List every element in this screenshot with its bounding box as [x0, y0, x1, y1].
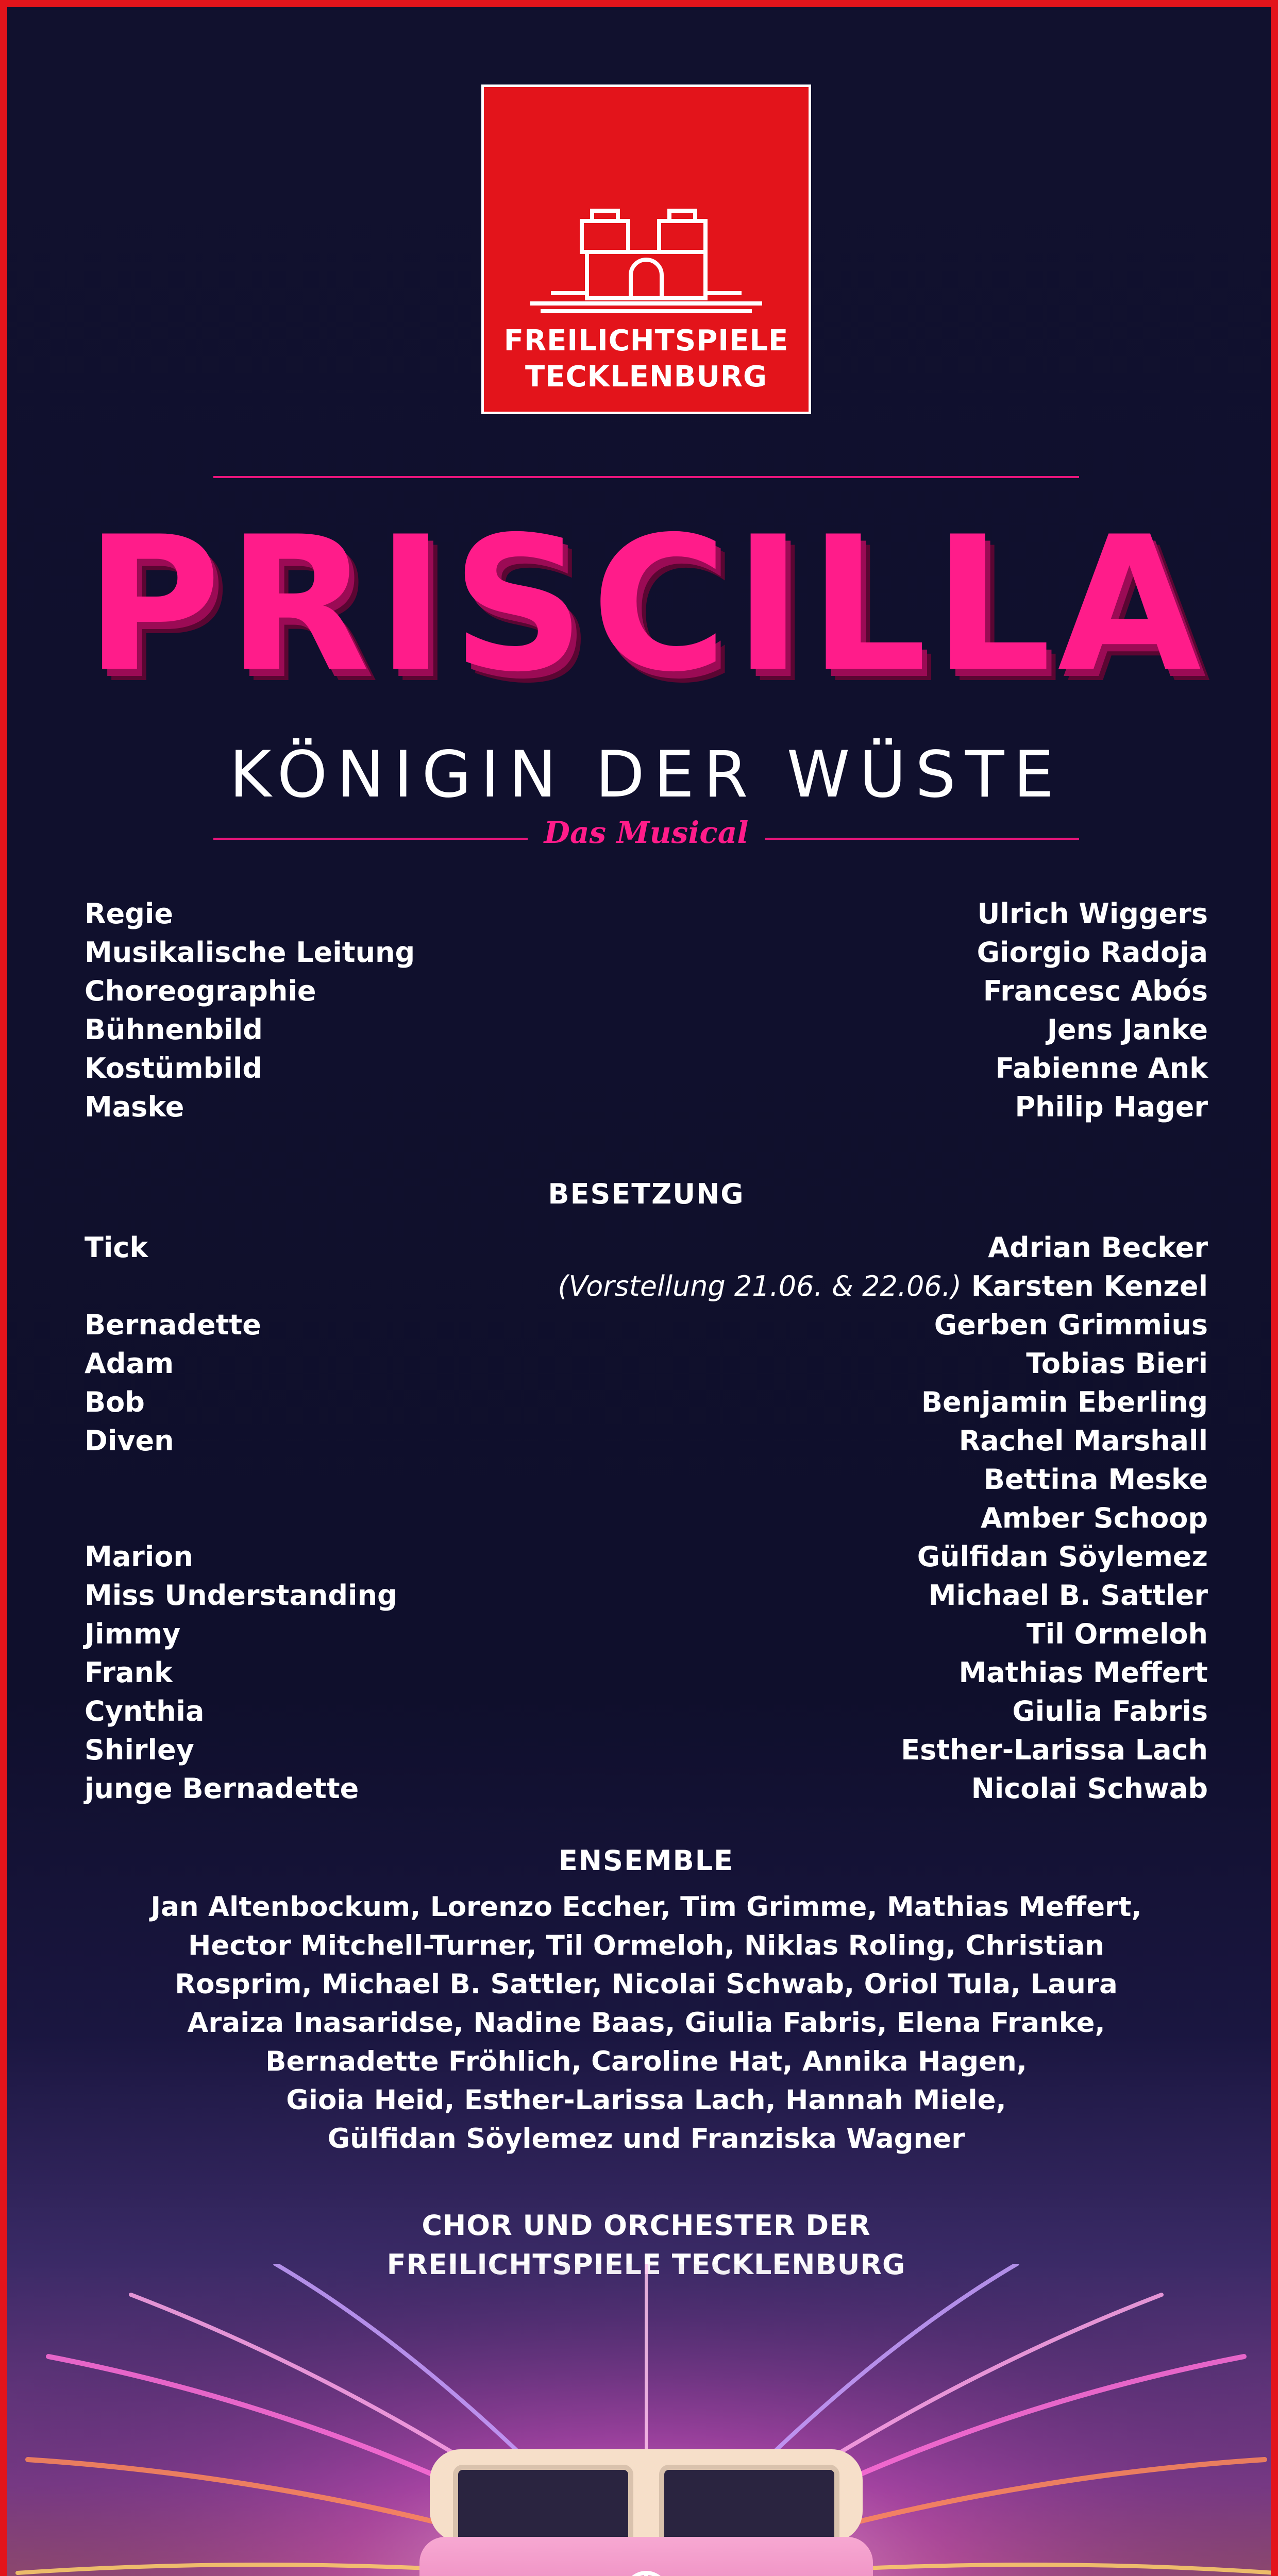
cast-role: Marion: [85, 1540, 193, 1573]
cast-person: Tobias Bieri: [1026, 1347, 1208, 1380]
cast-row: [85, 1615, 1208, 1653]
cast-role: Cynthia: [85, 1695, 205, 1727]
theatre-logo: [481, 84, 811, 414]
logo-line-2: TECKLENBURG: [525, 360, 767, 394]
credit-role: Bühnenbild: [85, 1013, 263, 1046]
cast-row: [85, 1576, 1208, 1615]
cast-person: Bettina Meske: [983, 1463, 1208, 1496]
cast-row: [85, 1731, 1208, 1769]
logo-line-1: FREILICHTSPIELE: [503, 324, 789, 358]
cast-role: Bernadette: [85, 1309, 261, 1341]
cast-role: Tick: [85, 1231, 148, 1264]
credit-name: Francesc Abós: [983, 975, 1208, 1007]
cast-person: Giulia Fabris: [1012, 1695, 1208, 1727]
show-title: PRISCILLA: [85, 497, 1207, 713]
show-subtitle: KÖNIGIN DER WÜSTE: [229, 738, 1063, 812]
show-tagline: Das Musical: [544, 815, 749, 850]
cast-note: (Vorstellung 21.06. & 22.06.): [558, 1270, 962, 1302]
cast-row: [85, 1537, 1208, 1576]
ensemble-line: Araiza Inasaridse, Nadine Baas, Giulia Fabris, Elena Franke,: [187, 2007, 1105, 2039]
cast-role: Diven: [85, 1425, 174, 1457]
cast-row: [85, 1383, 1208, 1421]
title-rule-top: [213, 476, 1079, 478]
credit-row: [85, 894, 1208, 933]
credit-name: Giorgio Radoja: [977, 936, 1208, 969]
cast-role: Jimmy: [85, 1618, 181, 1650]
cast-row: [85, 1267, 1208, 1306]
bus: [414, 2449, 878, 2576]
cast-row: [85, 1421, 1208, 1460]
cast-person: Rachel Marshall: [959, 1425, 1208, 1457]
cast-person: Til Ormeloh: [1026, 1618, 1208, 1650]
credit-name: Fabienne Ank: [995, 1052, 1208, 1084]
cast-row: [85, 1460, 1208, 1499]
cast-person: Michael B. Sattler: [928, 1579, 1208, 1612]
credit-role: Regie: [85, 897, 173, 930]
cast-role: Adam: [85, 1347, 174, 1380]
credit-row: [85, 972, 1208, 1010]
ensemble-list: [79, 1888, 1213, 2158]
credit-row: [85, 1049, 1208, 1088]
cast-heading: BESETZUNG: [548, 1178, 745, 1210]
cast-person: Benjamin Eberling: [921, 1386, 1208, 1418]
cast-name: [988, 1228, 1208, 1267]
cast-person: Karsten Kenzel: [971, 1270, 1208, 1302]
credit-role: Maske: [85, 1091, 184, 1123]
credit-row: [85, 1010, 1208, 1049]
cast-row: [85, 1499, 1208, 1537]
ensemble-line: Bernadette Fröhlich, Caroline Hat, Annika Hagen,: [265, 2046, 1027, 2077]
credit-name: Jens Janke: [1047, 1013, 1208, 1046]
credit-name: Ulrich Wiggers: [977, 897, 1208, 930]
footer-line-1: CHOR UND ORCHESTER DER: [422, 2209, 871, 2242]
cast-person: Amber Schoop: [981, 1502, 1208, 1534]
credit-role: Choreographie: [85, 975, 316, 1007]
cast-person: Esther-Larissa Lach: [901, 1734, 1208, 1766]
cast-row: [85, 1692, 1208, 1731]
cast-role: Shirley: [85, 1734, 194, 1766]
cast-person: Mathias Meffert: [959, 1656, 1208, 1689]
cast-name: [558, 1267, 1208, 1306]
creative-team: [85, 894, 1208, 1126]
cast-role: junge Bernadette: [85, 1772, 359, 1805]
cast-person: Nicolai Schwab: [971, 1772, 1208, 1805]
credit-role: Musikalische Leitung: [85, 936, 415, 969]
cast-role: Bob: [85, 1386, 145, 1418]
pink-bus-illustration: [7, 2264, 1278, 2576]
cast-row: [85, 1769, 1208, 1808]
cast-role: Frank: [85, 1656, 173, 1689]
ensemble-heading: ENSEMBLE: [558, 1844, 734, 1877]
ensemble-line: Hector Mitchell-Turner, Til Ormeloh, Niklas Roling, Christian: [188, 1930, 1104, 1961]
ensemble-line: Rosprim, Michael B. Sattler, Nicolai Schwab, Oriol Tula, Laura: [175, 1969, 1118, 2000]
credit-row: [85, 1088, 1208, 1126]
ensemble-line: Gülfidan Söylemez und Franziska Wagner: [327, 2123, 965, 2155]
cast-row: [85, 1228, 1208, 1267]
credit-role: Kostümbild: [85, 1052, 262, 1084]
cast-role: Miss Understanding: [85, 1579, 397, 1612]
cast-person: Gülfidan Söylemez: [917, 1540, 1208, 1573]
cast-list: [85, 1228, 1208, 1808]
ensemble-line: Gioia Heid, Esther-Larissa Lach, Hannah Miele,: [286, 2084, 1006, 2116]
cast-person: Adrian Becker: [988, 1231, 1208, 1264]
credit-row: [85, 933, 1208, 972]
cast-person: Gerben Grimmius: [934, 1309, 1208, 1341]
ensemble-line: Jan Altenbockum, Lorenzo Eccher, Tim Grimme, Mathias Meffert,: [150, 1891, 1142, 1923]
cast-row: [85, 1306, 1208, 1344]
cast-row: [85, 1653, 1208, 1692]
credit-name: Philip Hager: [1015, 1091, 1208, 1123]
cast-row: [85, 1344, 1208, 1383]
